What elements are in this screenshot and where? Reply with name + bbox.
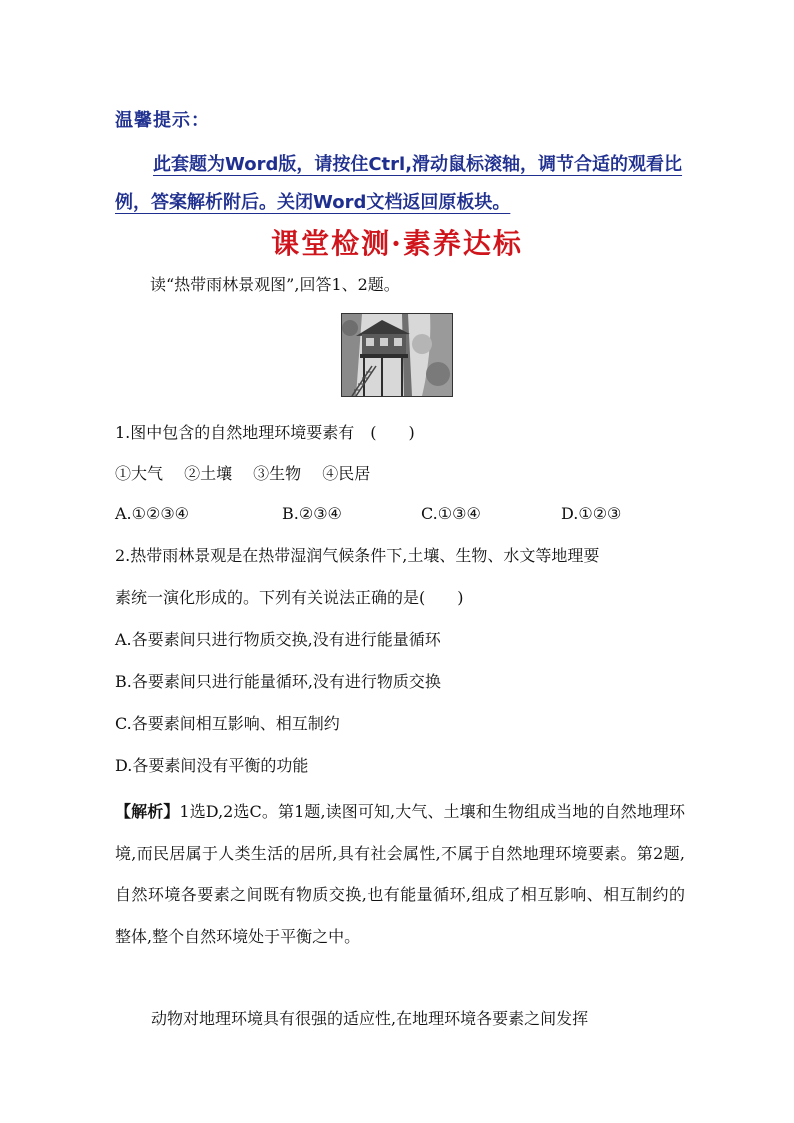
tip-body-text: 此套题为Word版，请按住Ctrl,滑动鼠标滚轴，调节合适的观看比例，答案解析附后。关闭Word文档返回原板块。 <box>115 154 683 213</box>
analysis-text: 1选D,2选C。第1题,读图可知,大气、土壤和生物组成当地的自然地理环境,而民居属于人类生活的居所,具有社会属性,不属于自然地理环境要素。第2题,自然环境各要素之间既有物质交换,也有能量循环,组成了相互影响、相互制约的整体,整个自然环境处于平衡之中。 <box>115 802 685 946</box>
section-title: 课堂检测·素养达标 <box>271 227 523 260</box>
treehouse-illustration <box>342 314 452 396</box>
tip-title: 温馨提示： <box>115 110 210 131</box>
question-2-stem-line1: 2.热带雨林景观是在热带湿润气候条件下,土壤、生物、水文等地理要 <box>115 546 600 565</box>
question-2-stem-line2: 素统一演化形成的。下列有关说法正确的是( ) <box>115 588 464 607</box>
question-1-stem: 1.图中包含的自然地理环境要素有 ( ) <box>115 423 415 442</box>
choice-1a: A.①②③④ <box>115 504 190 523</box>
choice-1d: D.①②③ <box>561 504 622 523</box>
choice-2b: B.各要素间只进行能量循环,没有进行物质交换 <box>115 672 441 691</box>
choice-1c: C.①③④ <box>421 504 481 523</box>
question-intro: 读“热带雨林景观图”,回答1、2题。 <box>150 275 400 294</box>
choice-2a: A.各要素间只进行物质交换,没有进行能量循环 <box>115 630 441 649</box>
rainforest-treehouse-image <box>341 313 453 397</box>
next-paragraph: 动物对地理环境具有很强的适应性,在地理环境各要素之间发挥 <box>151 1009 589 1028</box>
choice-1b: B.②③④ <box>282 504 342 523</box>
choice-2c: C.各要素间相互影响、相互制约 <box>115 714 340 733</box>
answer-analysis <box>115 791 685 957</box>
tip-body <box>115 146 685 222</box>
analysis-tag: 【解析】 <box>115 802 180 821</box>
choice-2d: D.各要素间没有平衡的功能 <box>115 756 309 775</box>
question-1-items: ①大气 ②土壤 ③生物 ④民居 <box>115 464 371 483</box>
